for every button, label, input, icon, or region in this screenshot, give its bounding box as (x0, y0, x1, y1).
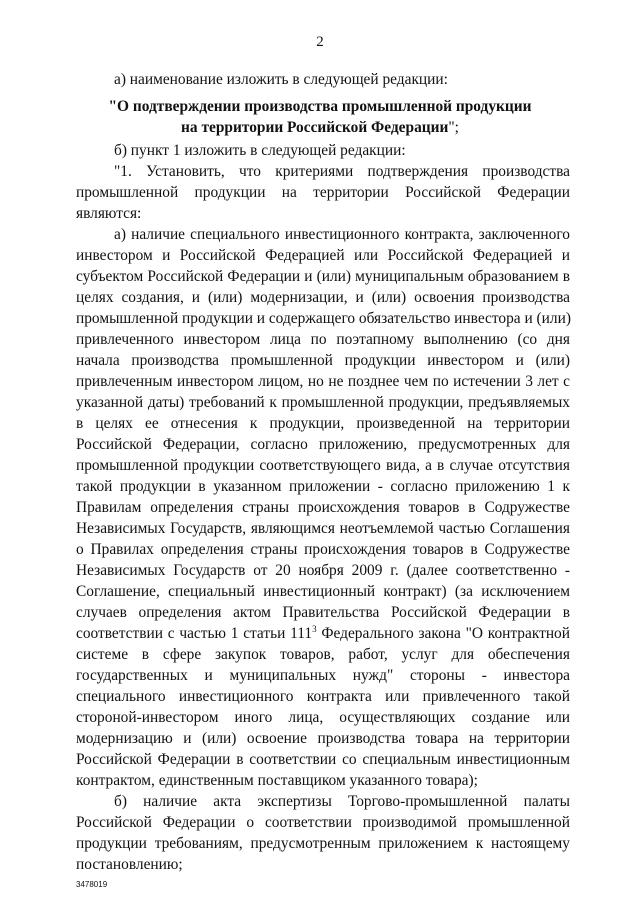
body-line: промышленной продукции на территории Российской Федерации (76, 184, 570, 201)
body-line: целях создания, и (или) модернизации, и (или) освоения производства (76, 289, 570, 306)
article-text: соответствии с частью 1 статьи 111 (76, 625, 313, 642)
body-line: Правилам определения страны происхождения товаров в Содружестве (76, 499, 570, 516)
body-line: "1. Установить, что критериями подтверждения производства (114, 163, 570, 180)
intro-b: б) пункт 1 изложить в следующей редакции: (114, 142, 406, 159)
body-line: начала производства промышленной продукции инвестором и (или) (76, 352, 570, 369)
body-line: контрактом, единственным поставщиком указанного товара); (76, 772, 478, 789)
body-line: Соглашение, специальный инвестиционный контракт) (за исключением (76, 583, 570, 600)
body-line: продукции требованиям, предусмотренным приложением к настоящему (76, 835, 570, 852)
body-line: б) наличие акта экспертизы Торгово-промышленной палаты (114, 793, 570, 810)
article-text-tail: Федерального закона "О контрактной (316, 625, 570, 642)
title-line-2-text: на территории Российской Федерации (181, 119, 449, 136)
title-line-2 (0, 119, 640, 137)
body-line: а) наличие специального инвестиционного контракта, заключенного (114, 226, 570, 243)
body-line: системе в сфере закупок товаров, работ, услуг для обеспечения (76, 646, 570, 663)
body-line: Независимых Государств от 20 ноября 2009 г. (далее соответственно - (76, 562, 570, 579)
body-line: постановлению; (76, 856, 183, 873)
body-line: субъектом Российской Федерации и (или) муниципальным образованием в (76, 268, 570, 285)
title-line-1 (0, 98, 640, 116)
body-line: промышленной продукции и содержащего обязательство инвестора и (или) (76, 310, 571, 327)
body-line: такой продукции в указанном приложении - согласно приложению 1 к (76, 478, 570, 495)
article-superscript: 3 (312, 624, 317, 634)
body-line: случаев определения актом Правительства Российской Федерации в (76, 604, 570, 621)
body-line: Независимых Государств, являющимся неотъемлемой частью Соглашения (76, 520, 570, 537)
body-line: указанной даты) требований к промышленной продукции, предъявляемых (76, 394, 570, 411)
body-line: Российской Федерации в соответствии со специальным инвестиционным (76, 751, 570, 768)
body-line: привлеченным инвестором лицом, но не позднее чем по истечении 3 лет с (76, 373, 570, 390)
body-line-article-111 (76, 626, 570, 641)
body-line: о Правилах определения страны происхождения товаров в Содружестве (76, 541, 570, 558)
body-line: государственных и муниципальных нужд" стороны - инвестора (76, 667, 570, 684)
body-line: специального инвестиционного контракта или привлеченного такой (76, 688, 570, 705)
title-line-1-text: "О подтверждении производства промышленной продукции (108, 98, 532, 115)
intro-a: а) наименование изложить в следующей редакции: (114, 71, 448, 88)
page-number: 2 (316, 34, 324, 50)
body-line: модернизацию и (или) освоение производства товара на территории (76, 730, 570, 747)
body-line: инвестором и Российской Федерацией или Российской Федерацией и (76, 247, 570, 264)
body-line: Российской Федерации, согласно приложению, предусмотренных для (76, 436, 570, 453)
body-line: стороной-инвестором иного лица, осуществляющих создание или (76, 709, 570, 726)
body-line: привлеченного инвестором лица по поэтапному выполнению (со дня (76, 331, 570, 348)
document-number: 3478019 (76, 880, 108, 889)
body-line: промышленной продукции соответствующего вида, а в случае отсутствия (76, 457, 570, 474)
body-line: Российской Федерации о соответствии производимой промышленной (76, 814, 570, 831)
title-line-2-tail: "; (448, 119, 459, 136)
body-line: в целях ее отнесения к продукции, произведенной на территории (76, 415, 570, 432)
body-line: являются: (76, 205, 142, 222)
